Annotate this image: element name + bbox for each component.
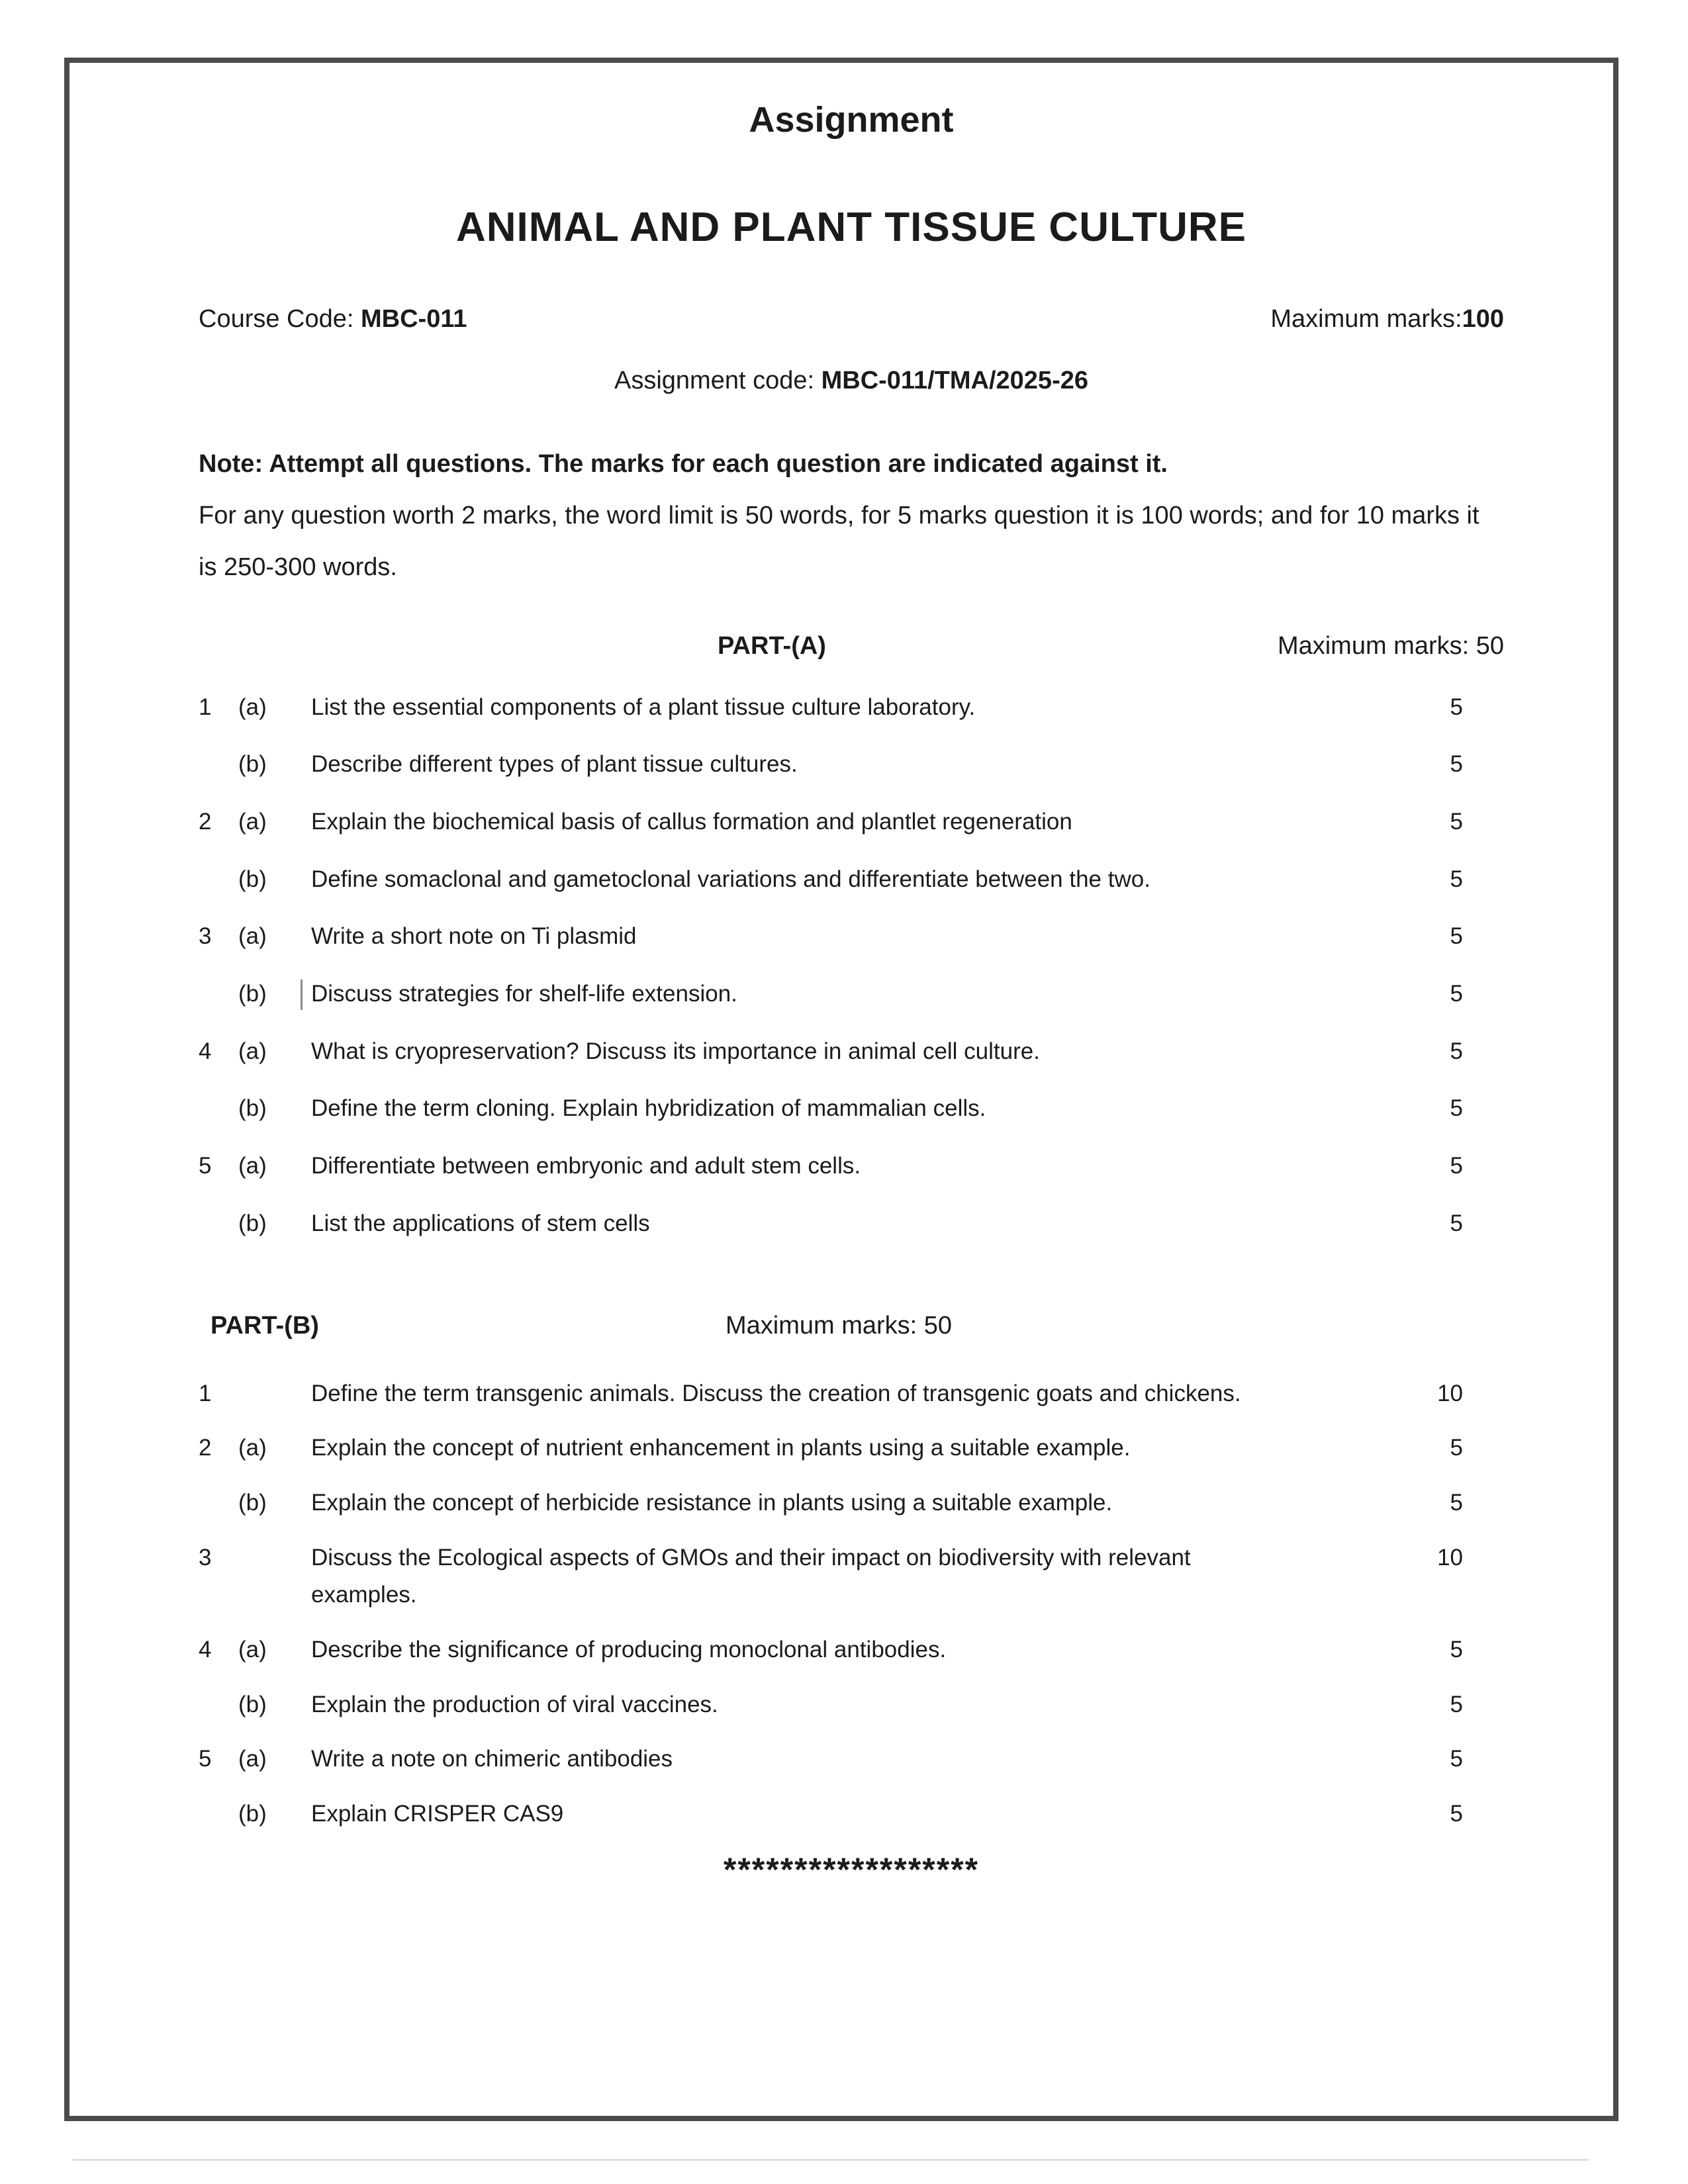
question-marks: 5 (1450, 809, 1463, 835)
question-marks: 5 (1450, 694, 1463, 720)
question-text: Describe the significance of producing monoclonal antibodies. (311, 1636, 947, 1662)
question-marks: 5 (1450, 1746, 1463, 1772)
part-b-question-list (199, 1375, 1504, 1833)
question-text: Explain the concept of nutrient enhancement in plants using a suitable example. (311, 1435, 1131, 1461)
question-text: Write a short note on Ti plasmid (311, 923, 637, 950)
question-number: 3 (199, 1544, 212, 1570)
maximum-marks-value: 100 (1462, 305, 1504, 333)
question-text: Differentiate between embryonic and adult stem cells. (311, 1153, 861, 1179)
page-edge-shadow (73, 2159, 1589, 2161)
question-row (199, 1484, 1504, 1522)
question-number: 4 (199, 1636, 212, 1662)
question-text: Define somaclonal and gametoclonal variations and differentiate between the two. (311, 866, 1150, 892)
question-number: 2 (199, 809, 212, 835)
part-b-title: PART-(B) (211, 1311, 319, 1340)
document-title: Assignment (749, 100, 954, 140)
note-body: For any question worth 2 marks, the word limit is 50 words, for 5 marks question it is 100 words; and for 10 marks it is 250-300 words. (199, 501, 1479, 581)
question-number: 1 (199, 694, 212, 720)
document-content (70, 63, 1613, 1889)
course-code-value: MBC-011 (361, 305, 467, 333)
question-number: 1 (199, 1380, 212, 1406)
question-marks: 5 (1450, 1435, 1463, 1461)
question-marks: 5 (1450, 1801, 1463, 1827)
question-marks: 5 (1450, 751, 1463, 778)
question-text: List the applications of stem cells (311, 1210, 650, 1236)
part-a-max-marks: Maximum marks: 50 (1277, 631, 1504, 660)
question-sub-label: (b) (238, 1489, 267, 1516)
question-number: 5 (199, 1746, 212, 1772)
question-marks: 5 (1450, 1489, 1463, 1516)
question-number: 3 (199, 923, 212, 950)
question-row (199, 1033, 1504, 1071)
note-heading: Note: Attempt all questions. The marks for each question are indicated against it. (199, 450, 1168, 478)
maximum-marks (1270, 305, 1504, 334)
question-marks: 5 (1450, 1095, 1463, 1122)
course-title: ANIMAL AND PLANT TISSUE CULTURE (455, 205, 1247, 250)
question-text: Explain the production of viral vaccines. (311, 1691, 718, 1717)
question-marks: 5 (1450, 923, 1463, 950)
question-sub-label: (b) (238, 866, 267, 892)
question-row (199, 861, 1504, 899)
question-marks: 5 (1450, 1153, 1463, 1179)
question-row (199, 803, 1504, 841)
question-text: Write a note on chimeric antibodies (311, 1746, 673, 1772)
part-a-title: PART-(A) (718, 631, 826, 660)
question-row (199, 1430, 1504, 1467)
question-row (199, 1090, 1504, 1128)
question-text: Discuss strategies for shelf-life extension. (311, 981, 737, 1007)
question-sub-label: (a) (238, 694, 267, 720)
part-a-question-list (199, 689, 1504, 1243)
maximum-marks-label: Maximum marks: (1270, 305, 1462, 333)
assignment-code-label: Assignment code: (614, 367, 821, 394)
question-sub-label: (b) (238, 1801, 267, 1827)
question-text: Explain the biochemical basis of callus formation and plantlet regeneration (311, 809, 1072, 835)
question-sub-label: (a) (238, 809, 267, 835)
question-row (199, 976, 1504, 1013)
course-code-label: Course Code: (199, 305, 361, 333)
question-marks: 5 (1450, 1691, 1463, 1717)
question-text: Explain the concept of herbicide resistance in plants using a suitable example. (311, 1489, 1113, 1516)
question-number: 2 (199, 1435, 212, 1461)
question-sub-label: (a) (238, 923, 267, 950)
question-sub-label: (b) (238, 1210, 267, 1236)
question-sub-label: (a) (238, 1153, 267, 1179)
question-marks: 5 (1450, 1210, 1463, 1236)
question-sub-label: (a) (238, 1636, 267, 1662)
course-meta-row (199, 305, 1504, 334)
assignment-code (199, 367, 1504, 395)
footer-stars: ****************** (723, 1850, 980, 1888)
question-row (199, 1796, 1504, 1833)
question-text: Define the term cloning. Explain hybridization of mammalian cells. (311, 1095, 986, 1122)
question-text: Define the term transgenic animals. Discuss the creation of transgenic goats and chickens. (311, 1380, 1241, 1406)
question-marks: 5 (1450, 981, 1463, 1007)
part-b-header (199, 1312, 1504, 1345)
question-text: Discuss the Ecological aspects of GMOs and their impact on biodiversity with relevant examples. (311, 1544, 1191, 1608)
part-a-header (199, 632, 1504, 665)
question-marks: 5 (1450, 1038, 1463, 1064)
question-row (199, 1741, 1504, 1778)
question-text: Explain CRISPER CAS9 (311, 1801, 564, 1827)
question-text: What is cryopreservation? Discuss its importance in animal cell culture. (311, 1038, 1040, 1064)
question-row (199, 918, 1504, 956)
question-row (199, 1205, 1504, 1243)
question-row (199, 746, 1504, 784)
question-marks: 5 (1450, 866, 1463, 892)
assignment-code-value: MBC-011/TMA/2025-26 (821, 367, 1088, 394)
question-sub-label: (b) (238, 981, 267, 1007)
question-number: 4 (199, 1038, 212, 1064)
question-text: Describe different types of plant tissue cultures. (311, 751, 798, 778)
page-border (64, 58, 1618, 2121)
question-sub-label: (b) (238, 751, 267, 778)
course-code (199, 305, 467, 334)
question-marks: 5 (1450, 1636, 1463, 1662)
text-cursor-mark (301, 979, 303, 1010)
question-sub-label: (b) (238, 1691, 267, 1717)
question-row (199, 1539, 1504, 1614)
question-sub-label: (a) (238, 1038, 267, 1064)
question-marks: 10 (1437, 1544, 1463, 1570)
question-row (199, 689, 1504, 727)
note-section (199, 439, 1504, 594)
part-b-max-marks: Maximum marks: 50 (726, 1311, 953, 1340)
question-row (199, 1686, 1504, 1724)
question-row (199, 1375, 1504, 1413)
question-sub-label: (a) (238, 1435, 267, 1461)
question-text-wrap (311, 976, 1405, 1013)
question-row (199, 1631, 1504, 1669)
question-marks: 10 (1437, 1380, 1463, 1406)
question-number: 5 (199, 1153, 212, 1179)
question-text: List the essential components of a plant tissue culture laboratory. (311, 694, 976, 720)
question-sub-label: (a) (238, 1746, 267, 1772)
question-row (199, 1148, 1504, 1185)
question-sub-label: (b) (238, 1095, 267, 1122)
